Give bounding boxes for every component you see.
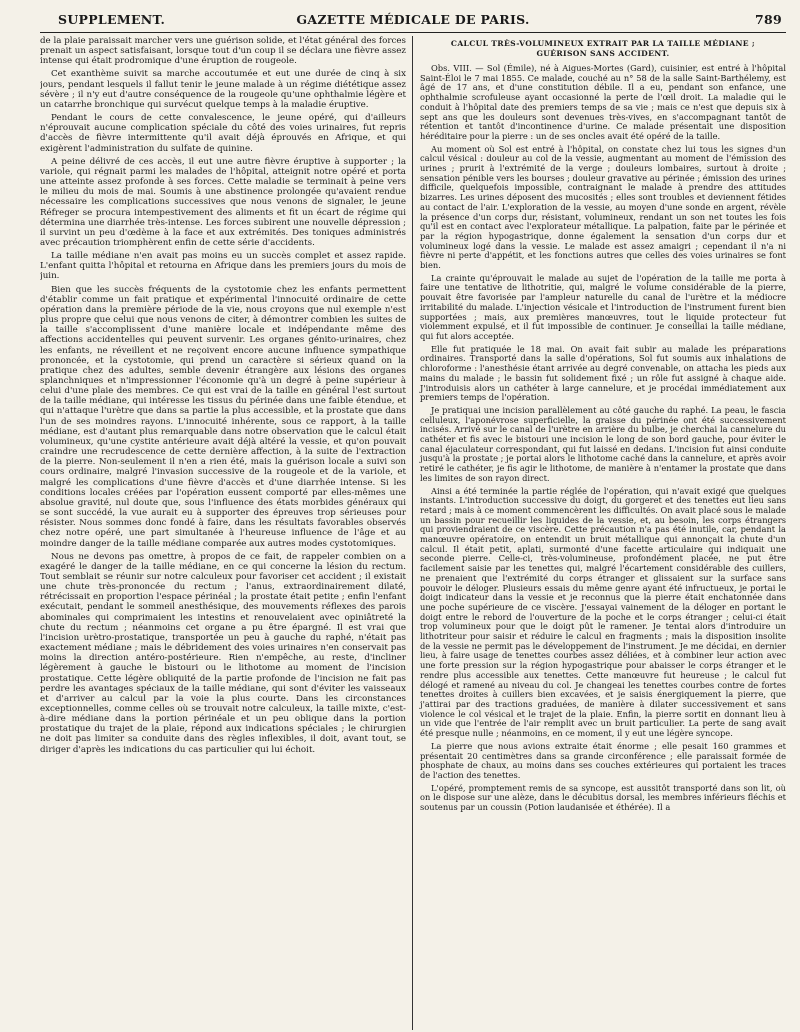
paragraph: Nous ne devons pas omettre, à propos de ce fait, de rappeler combien on a exagéré le danger de la taille médiane, en ce qui concerne la lésion du rectum. Tout semblait se réunir sur notre calculeux pour favoriser cet accident ; il existait une chute très-prononcée du rectum ; l'anus, extraordinairement dilaté, rétrécissait en proportion l'espace périnéal ; la prostate était petite ; enfin l'enfant exécutait, pendant le sommeil anesthésique, des mouvements réflexes des parois abominales qui comprimaient les intestins et renouvelaient avec opiniâtreté la chute du rectum ; néanmoins cet organe a pu être épargné. Il est vrai que l'incision urètro-prostatique, transportée un peu à gauche du raphé, n'était pas exactement médiane ; mais le débridement des voies urinaires n'en conservait pas moins la direction antéro-postérieure. Rien n'empêche, au reste, d'incliner légèrement à gauche le bistouri ou le lithotome au moment de l'incision prostatique. Cette légère obliquité de la partie profonde de l'incision ne fait pas perdre les avantages spéciaux de la taille médiane, qui sont d'éviter les vaisseaux et d'arriver au calcul par la voie la plus courte. Dans les circonstances exceptionnelles, comme celles où se trouvait notre calculeux, la taille mixte, c'est-à-dire médiane dans la portion périnéale et un peu oblique dans la portion prostatique du trajet de la plaie, répond aux indications spéciales ; le chirurgien ne doit pas limiter sa conduite dans des règles inflexibles, il doit, avant tout, se diriger d'après les indications du cas particulier qui lui échoit. — [40, 551, 406, 755]
paragraph: Obs. VIII. — Sol (Émile), né à Aigues-Mortes (Gard), cuisinier, est entré à l'hôpital Saint-Éloi le 7 mai 1855. Ce malade, couché au n° 58 de la salle Saint-Barthélemy, est âgé de 17 ans, et d'une constitution débile. Il a eu, pendant son enfance, une ophthalmie scrofuleuse ayant occasionné la perte de l'œil droit. La maladie qui le conduit à l'hôpital date des premiers temps de sa vie ; mais ce n'est que depuis six à sept ans que les douleurs sont devenues très-vives, en s'accompagnant tantôt de rétention et tantôt d'incontinence d'urine. Ce malade présentait une disposition héréditaire pour la pierre : un de ses oncles avait été opéré de la taille. — [420, 63, 786, 141]
page-header — [40, 6, 786, 33]
paragraph: La crainte qu'éprouvait le malade au sujet de l'opération de la taille me porta à faire une tentative de lithotritie, qui, malgré le volume considérable de la pierre, pouvait être favorisée par l'ampleur naturelle du canal de l'urètre et la médiocre irritabilité du malade. L'injection vésicale et l'introduction de l'instrument furent bien supportées ; mais, aux premières manœuvres, tout le liquide protecteur fut violemment expulsé, et il fut impossible de continuer. Je conseillai la taille médiane, qui fut alors acceptée. — [420, 272, 786, 341]
paragraph: Cet exanthème suivit sa marche accoutumée et eut une durée de cinq à six jours, pendant lesquels il fallut tenir le jeune malade à un régime diététique assez sévère ; il n'y eut d'autre conséquence de la rougeole qu'une ophthalmie légère et un catarrhe bronchique qui survécut quelque temps à la maladie éruptive. — [40, 69, 406, 110]
journal-title: GAZETTE MÉDICALE DE PARIS. — [296, 12, 530, 27]
paragraph: Ainsi a été terminée la partie réglée de l'opération, qui n'avait exigé que quelques instants. L'introduction successive du doigt, du gorgeret et des tenettes eut lieu sans retard ; mais à ce moment commencèrent les difficultés. On avait placé sous le malade un bassin pour recueillir les liquides de la vessie, et, au besoin, les corps étrangers qui proviendraient de ce viscère. Cette précaution n'a pas été inutile, car, pendant la manœuvre opératoire, on entendit un bruit métallique qui annonçait la chute d'un calcul. Il était petit, aplati, surmonté d'une facette articulaire qui indiquait une seconde pierre. Celle-ci, très-volumineuse, profondément placée, ne put être facilement saisie par les tenettes qui, malgré l'écartement considérable des cuillers, ne prenaient que l'extrémité du corps étranger et glissaient sur la surface sans pouvoir le déloger. Plusieurs essais du même genre ayant été infructueux, je portai le doigt indicateur dans la vessie et je reconnus que la pierre était enchatonnée dans une poche supérieure de ce viscère. J'essayai vainement de la déloger en portant le doigt entre le rebord de l'ouverture de la poche et le corps étranger ; celui-ci était trop volumineux pour que le doigt pût le ramener. Je tentai alors d'introduire un lithotriteur pour saisir et réduire le calcul en fragments ; mais la disposition insolite de la vessie ne permit pas le développement de l'instrument. Je me décidai, en dernier lieu, à faire usage de tenettes courbes assez déliées, et à combiner leur action avec une forte pression sur la région hypogastrique pour abaisser le corps étranger et le rendre plus accessible aux tenettes. Cette manœuvre fut heureuse ; le calcul fut délogé et ramené au niveau du col. Je changeai les tenettes courbes contre de fortes tenettes droites à cuillers bien excavées, et je saisis énergiquement la pierre, que j'attirai par des tractions graduées, de manière à dilater successivement et sans violence le col vésical et le trajet de la plaie. Enfin, la pierre sortit en donnant lieu à un vide que l'entrée de l'air remplit avec un bruit particulier. La perte de sang avait été presque nulle ; néanmoins, en ce moment, il y eut une légère syncope. — [420, 485, 786, 739]
paragraph: de la plaie paraissait marcher vers une guérison solide, et l'état général des forces prenait un aspect satisfaisant, lorsque tout d'un coup il se déclara une fièvre assez intense qui était prodromique d'une éruption de rougeole. — [40, 36, 406, 67]
paragraph: Je pratiquai une incision parallèlement au côté gauche du raphé. La peau, le fascia celluleux, l'aponévrose superficielle, la graisse du périnée ont été successivement incisés. Arrivé sur le canal de l'urètre en arrière du bulbe, je cherchai la cannelure du cathéter et fis avec le bistouri une incision le long de son bord gauche, pour éviter le canal éjaculateur correspondant, qui fut laissé en dedans. L'incision fut ainsi conduite jusqu'à la prostate ; je portai alors le lithotome caché dans la cannelure, et après avoir retiré le cathéter, je fis agir le lithotome, de manière à n'entamer la prostate que dans les limites de son rayon direct. — [420, 404, 786, 483]
right-column — [413, 36, 786, 1030]
observation-section-title: CALCUL TRÈS-VOLUMINEUX EXTRAIT PAR LA TAILLE MÉDIANE ; GUÉRISON SANS ACCIDENT. — [450, 39, 756, 58]
page-number: 789 — [755, 12, 782, 27]
article-columns — [40, 36, 786, 1030]
paragraph: Au moment où Sol est entré à l'hôpital, on constate chez lui tous les signes d'un calcul vésical : douleur au col de la vessie, augmentant au moment de l'émission des urines ; prurit à l'extrémité de la verge ; douleurs lombaires, surtout à droite ; sensation pénible vers les bourses ; douleur gravative au périnée ; émission des urines difficile, quelquefois impossible, contraignant le malade à prendre des attitudes bizarres. Les urines déposent des mucosités ; elles sont troubles et deviennent fétides au contact de l'air. L'exploration de la vessie, au moyen d'une sonde en argent, révèle la présence d'un corps dur, résistant, volumineux, rendant un son net toutes les fois qu'il est en contact avec l'explorateur métallique. La palpation, faite par le périnée et par la région hypogastrique, donne également la sensation d'un corps dur et volumineux logé dans la vessie. Le malade est assez amaigri ; cependant il n'a ni fièvre ni perte d'appétit, et les fonctions autres que celles des voies urinaires se font bien. — [420, 143, 786, 271]
paragraph: Elle fut pratiquée le 18 mai. On avait fait subir au malade les préparations ordinaires. Transporté dans la salle d'opérations, Sol fut soumis aux inhalations de chloroforme : l'anesthésie étant arrivée au degré convenable, on attacha les pieds aux mains du malade ; le bassin fut solidement fixé ; un rôle fut assigné à chaque aide. J'introduisis alors un cathéter à large cannelure, et je procédai immédiatement aux premiers temps de l'opération. — [420, 343, 786, 403]
paragraph: L'opéré, promptement remis de sa syncope, est aussitôt transporté dans son lit, où on le dispose sur une alèze, dans le décubitus dorsal, les membres inférieurs fléchis et soutenus par un coussin (Potion laudanisée et éthérée). Il a — [420, 782, 786, 813]
header-supplement-label: SUPPLEMENT. — [58, 12, 166, 27]
paragraph: La pierre que nous avions extraite était énorme ; elle pesait 160 grammes et présentait 20 centimètres dans sa grande circonférence ; elle paraissait formée de phosphate de chaux, au moins dans ses couches extérieures qui portaient les traces de l'action des tenettes. — [420, 740, 786, 780]
paragraph: Bien que les succès fréquents de la cystotomie chez les enfants permettent d'établir comme un fait pratique et expérimental l'innocuité ordinaire de cette opération dans la première période de la vie, nous croyons que nul exemple n'est plus propre que celui que nous venons de citer, à démontrer combien les suites de la taille s'accomplissent d'une manière locale et indépendante même des affections accidentelles qui peuvent survenir. Les organes génito-urinaires, chez les enfants, ne réveillent et ne reçoivent encore aucune influence sympathique prononcée, et la cystotomie, qui prend un caractère si sérieux quand on la pratique chez des adultes, semble devenir étrangère aux lésions des organes splanchniques et n'impressionner l'économie qu'à un degré à peine supérieur à celui d'une plaie des membres. Ce qui est vrai de la taille en général l'est surtout de la taille médiane, qui intéresse les tissus du périnée dans une faible étendue, et qui n'attaque l'urètre que dans sa partie la plus accessible, et la prostate que dans l'un de ses moindres rayons. L'innocuité inhérente, sous ce rapport, à la taille médiane, est d'autant plus remarquable dans notre observation que le calcul était volumineux, qu'une cystite antérieure avait déjà altéré la vessie, et qu'on pouvait craindre une recrudescence de cette dernière affection, à la suite de l'extraction de la pierre. Non-seulement il n'en a rien été, mais la guérison locale a suivi son cours ordinaire, malgré l'invasion successive de la rougeole et de la variole, et malgré les complications d'une fièvre d'accès et d'une diarrhée intense. Si les conditions locales créées par l'opération eussent comporté par elles-mêmes une absolue gravité, nul doute que, sous l'influence des états morbides généraux qui se sont succédé, la vue aurait eu à supporter des épreuves trop sérieuses pour résister. Nous sommes donc fondé à faire, dans les résultats favorables observés chez notre opéré, une part simultanée à l'heureuse influence de l'âge et au moindre danger de la taille médiane comparée aux autres modes cystotomiques. — [40, 284, 406, 549]
paragraph: La taille médiane n'en avait pas moins eu un succès complet et assez rapide. L'enfant quitta l'hôpital et retourna en Afrique dans les premiers jours du mois de juin. — [40, 251, 406, 282]
left-column — [40, 36, 413, 1030]
paragraph: Pendant le cours de cette convalescence, le jeune opéré, qui d'ailleurs n'éprouvait aucune complication spéciale du côté des voies urinaires, fut repris d'accès de fièvre intermittente qu'il avait déjà éprouvés en Afrique, et qui exigèrent l'administration du sulfate de quinine. — [40, 113, 406, 154]
paragraph: A peine délivré de ces accès, il eut une autre fièvre éruptive à supporter ; la variole, qui régnait parmi les malades de l'hôpital, atteignit notre opéré et porta une atteinte assez profonde à ses forces. Cette maladie se terminait à peine vers le milieu du mois de mai. Soumis à une abstinence prolongée qu'avaient rendue nécessaire les complications successives que nous venons de signaler, le jeune Réfreger se procura intempestivement des aliments et fit un écart de régime qui détermina une diarrhée très-intense. Les forces subirent une nouvelle dépression ; il survint un peu d'œdème à la face et aux extrémités. Des toniques administrés avec précaution triomphèrent enfin de cette série d'accidents. — [40, 156, 406, 248]
